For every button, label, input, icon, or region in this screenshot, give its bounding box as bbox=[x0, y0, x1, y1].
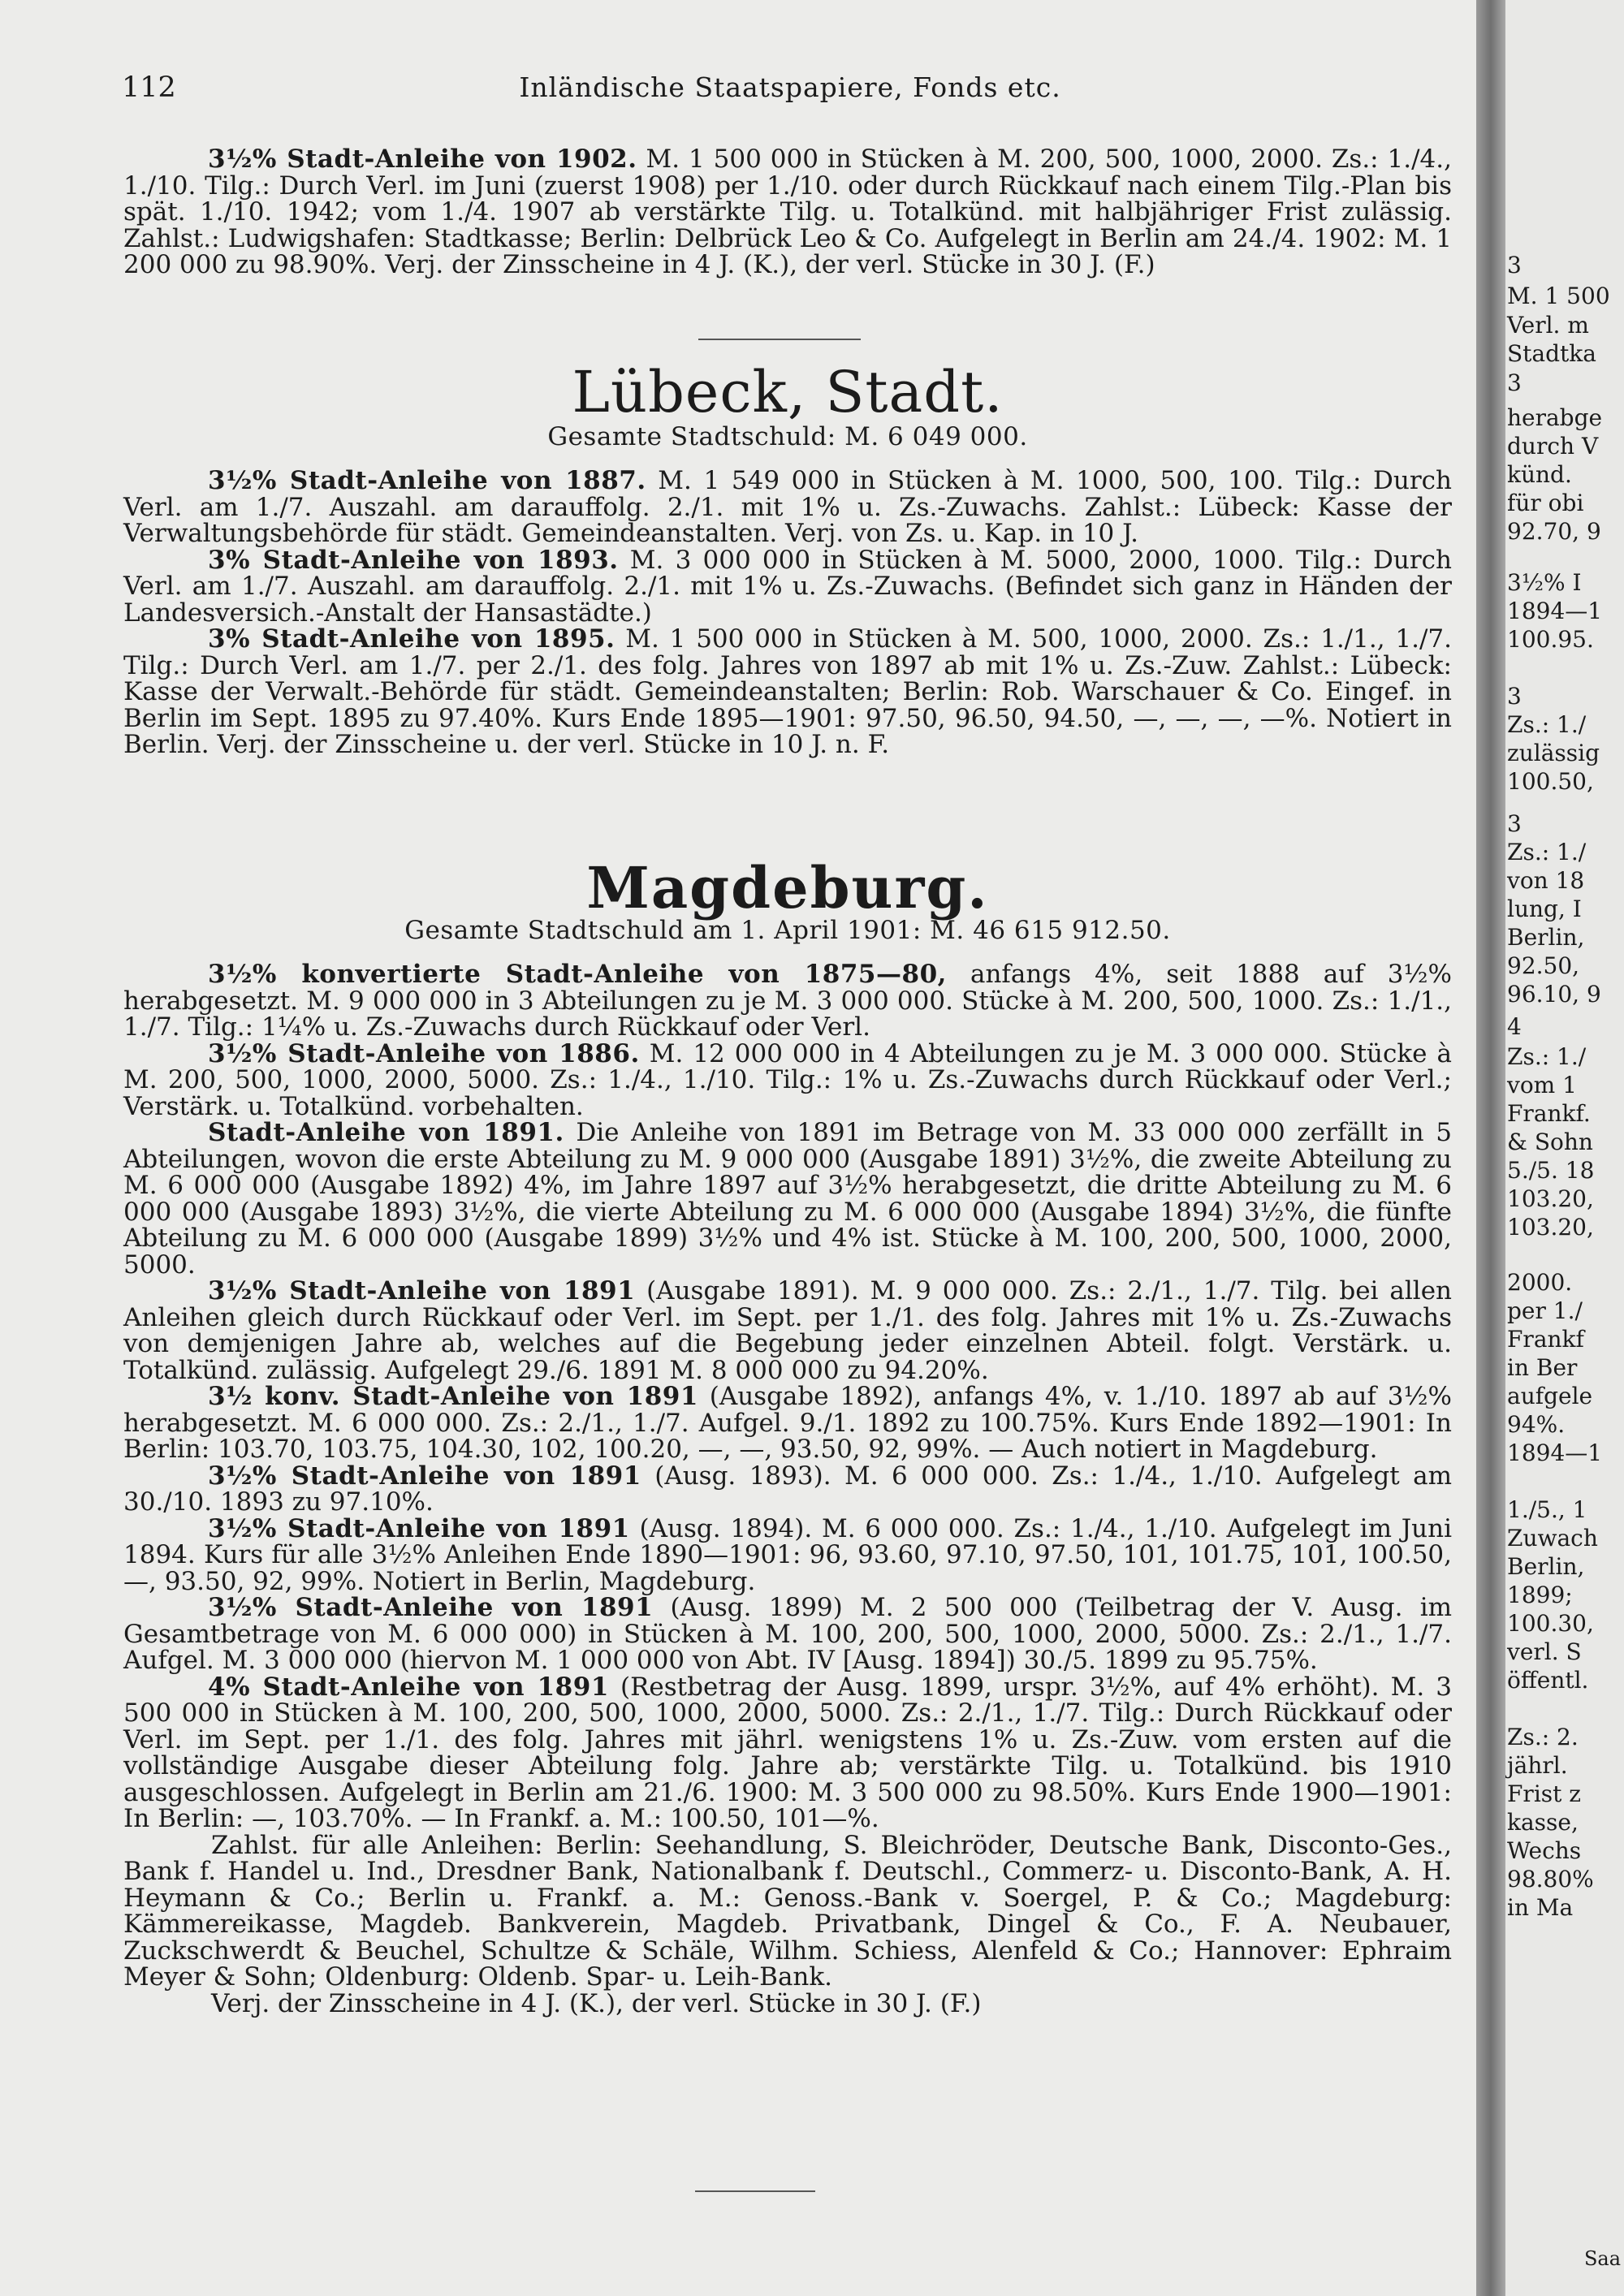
entry-heading: Stadt-Anleihe von 1891. bbox=[208, 1118, 564, 1147]
adjacent-page-fragment: 3 bbox=[1507, 252, 1522, 278]
adjacent-page-fragment: Zs.: 1./ bbox=[1507, 1043, 1587, 1070]
entry-paragraph bbox=[123, 961, 1452, 1041]
adjacent-page-fragment: kasse, bbox=[1507, 1809, 1579, 1836]
adjacent-page-fragment: verl. S bbox=[1507, 1638, 1582, 1665]
page-header bbox=[122, 71, 1458, 112]
adjacent-page-fragment: 3 bbox=[1507, 369, 1522, 396]
entry-text: M. 1 500 000 in Stücken à M. 200, 500, 1000, 2000. Zs.: 1./4., 1./10. Tilg.: Durch Verl. im Juni (zuerst 1908) per 1./10. oder durch Rückkauf nach einem Tilg.-Plan bis spät. 1./10. 1942; vom 1./4. 1907 ab verstärkte Tilg. u. Totalkünd. mit halbjähriger Frist zulässig. Zahlst.: Ludwigshafen: Stadtkasse; Berlin: Delbrück Leo & Co. Aufgelegt in Berlin am 24./4. 1902: M. 1 200 000 zu 98.90%. Verj. der Zinsscheine in 4 J. (K.), der verl. Stücke in 30 J. (F.) bbox=[123, 145, 1452, 279]
adjacent-page-fragment: Wechs bbox=[1507, 1837, 1582, 1864]
end-divider bbox=[695, 2190, 815, 2192]
entry-heading: 3½% konvertierte Stadt-Anleihe von 1875—80, bbox=[208, 960, 947, 989]
city-title-magdeburg: Magdeburg. bbox=[586, 854, 989, 921]
adjacent-page-fragment: 96.10, 9 bbox=[1507, 981, 1601, 1008]
entry-text: (Ausgabe 1891). M. 9 000 000. Zs.: 2./1., 1./7. Tilg. bei allen Anleihen gleich durch Rückkauf oder Verl. im Sept. per 1./1. des folg. Jahres mit 1% u. Zs.-Zuwachs von demjenigen Jahre ab, welches auf die Begebung jeder einzelnen Abteil. folgt. Verstärk. u. Totalkünd. zulässig. Aufgelegt 29./6. 1891 M. 8 000 000 zu 94.20%. bbox=[123, 1276, 1453, 1385]
entry-text: M. 1 500 000 in Stücken à M. 500, 1000, 2000. Zs.: 1./1., 1./7. Tilg.: Durch Verl. am 1./7. per 2./1. des folg. Jahres von 1897 ab mit 1% u. Zs.-Zuw. Zahlst.: Lübeck: Kasse der Verwalt.-Behörde für städt. Gemeindeanstalten; Berlin: Rob. Warschauer & Co. Eingef. in Berlin im Sept. 1895 zu 97.40%. Kurs Ende 1895—1901: 97.50, 96.50, 94.50, —, —, —, —%. Notiert in Berlin. Verj. der Zinsscheine u. der verl. Stücke in 10 J. n. F. bbox=[123, 624, 1452, 759]
adjacent-page-fragment: 1894—1 bbox=[1507, 1439, 1603, 1466]
adjacent-page-fragment: 3 bbox=[1507, 810, 1522, 837]
adjacent-page-fragment: öffentl. bbox=[1507, 1667, 1589, 1694]
adjacent-page-fragment: Berlin, bbox=[1507, 924, 1585, 951]
entry-text: (Ausgabe 1892), anfangs 4%, v. 1./10. 1897 ab auf 3½% herabgesetzt. M. 6 000 000. Zs.: 2./1., 1./7. Aufgel. 9./1. 1892 zu 100.75%. Kurs Ende 1892—1901: In Berlin: 103.70, 103.75, 104.30, 102, 100.20, —, —, 93.50, 92, 99%. — Auch notiert in Magdeburg. bbox=[123, 1382, 1452, 1464]
adjacent-page-fragment: durch V bbox=[1507, 433, 1599, 460]
entry-text: Die Anleihe von 1891 im Betrage von M. 33 000 000 zerfällt in 5 Abteilungen, wovon die erste Abteilung zu M. 9 000 000 (Ausgabe 1891) 3½%, die zweite Abteilung zu M. 6 000 000 (Ausgabe 1892) 4%, im Jahre 1897 auf 3½% herabgesetzt, die dritte Abteilung zu M. 6 000 000 (Ausgabe 1893) 3½%, die vierte Abteilung zu M. 6 000 000 (Ausgabe 1894) 3½%, die fünfte Abteilung zu M. 6 000 000 (Ausgabe 1899) 3½% und 4% ist. Stücke à M. 100, 200, 500, 1000, 2000, 5000. bbox=[123, 1118, 1452, 1280]
adjacent-page-fragment: Zs.: 2. bbox=[1507, 1724, 1579, 1750]
total-debt-luebeck: Gesamte Stadtschuld: M. 6 049 000. bbox=[547, 422, 1028, 451]
adjacent-page-fragment: jährl. bbox=[1507, 1752, 1568, 1779]
entry-paragraph bbox=[123, 1463, 1452, 1516]
entry-text: anfangs 4%, seit 1888 auf 3½% herabgesetzt. M. 9 000 000 in 3 Abteilungen zu je M. 3 000 000. Stücke à M. 200, 500, 1000. Zs.: 1./1., 1./7. Tilg.: 1¼% u. Zs.-Zuwachs durch Rückkauf oder Verl. bbox=[123, 960, 1452, 1042]
entry-heading: 3½% Stadt-Anleihe von 1891 bbox=[208, 1593, 654, 1622]
page-gutter bbox=[1476, 0, 1505, 2296]
adjacent-page-fragment: Berlin, bbox=[1507, 1553, 1585, 1580]
entries-magdeburg bbox=[123, 961, 1452, 2017]
page-number: 112 bbox=[122, 71, 176, 104]
entry-paragraph bbox=[123, 1832, 1452, 1991]
adjacent-page-fragment: 92.70, 9 bbox=[1507, 518, 1601, 545]
adjacent-page-fragment: 103.20, bbox=[1507, 1214, 1594, 1241]
adjacent-page-fragment: 1894—1 bbox=[1507, 598, 1603, 624]
section-divider bbox=[698, 339, 861, 340]
adjacent-page-fragment: Frankf bbox=[1507, 1326, 1584, 1353]
entry-text: (Restbetrag der Ausg. 1899, urspr. 3½%, auf 4% erhöht). M. 3 500 000 in Stücken à M. 100, 200, 500, 1000, 2000, 5000. Zs.: 2./1., 1./7. Tilg.: Durch Rückkauf oder Verl. im Sept. per 1./1. des folg. Jahres mit jährl. wenigstens 1% u. Zs.-Zuw. vom ersten auf die vollständige Ausgabe dieser Abteilung folg. Jahre ab; verstärkte Tilg. u. Totalkünd. bis 1910 ausgeschlossen. Aufgelegt in Berlin am 21./6. 1900: M. 3 500 000 zu 98.50%. Kurs Ende 1900—1901: In Berlin: —, 103.70%. — In Frankf. a. M.: 100.50, 101—%. bbox=[123, 1672, 1452, 1833]
adjacent-page-edge bbox=[1505, 0, 1624, 2296]
entry-text: M. 12 000 000 in 4 Abteilungen zu je M. 3 000 000. Stücke à M. 200, 500, 1000, 2000, 5000. Zs.: 1./4., 1./10. Tilg.: 1% u. Zs.-Zuwachs durch Rückkauf oder Verl.; Verstärk. u. Totalkünd. vorbehalten. bbox=[123, 1038, 1452, 1121]
entry-heading: 4% Stadt-Anleihe von 1891 bbox=[208, 1672, 609, 1702]
entry-paragraph bbox=[123, 1120, 1452, 1278]
entry-heading: 3% Stadt-Anleihe von 1893. bbox=[208, 545, 619, 575]
entry-paragraph bbox=[123, 1278, 1452, 1383]
adjacent-page-fragment: Verl. m bbox=[1507, 312, 1589, 339]
city-title-luebeck: Lübeck, Stadt. bbox=[572, 359, 1004, 425]
adjacent-page-fragment: 100.50, bbox=[1507, 768, 1594, 795]
adjacent-page-fragment: 1899; bbox=[1507, 1582, 1573, 1608]
adjacent-page-fragment: 1./5., 1 bbox=[1507, 1496, 1587, 1523]
entry-heading: 3½% Stadt-Anleihe von 1902. bbox=[208, 145, 637, 174]
running-title: Inländische Staatspapiere, Fonds etc. bbox=[519, 71, 1061, 103]
entry-text: M. 3 000 000 in Stücken à M. 5000, 2000, 1000. Tilg.: Durch Verl. am 1./7. Auszahl. am darauffolg. 2./1. mit 1% u. Zs.-Zuwachs. (Befindet sich ganz in Händen der Landesversich.-Anstalt der Hansastädte.) bbox=[123, 545, 1452, 628]
adjacent-page-fragment: 103.20, bbox=[1507, 1185, 1594, 1212]
adjacent-page-corner-text: Saa bbox=[1583, 2247, 1621, 2270]
adjacent-page-fragment: 100.30, bbox=[1507, 1610, 1594, 1637]
entry-paragraph bbox=[123, 1038, 1452, 1121]
entry-heading: 3½ konv. Stadt-Anleihe von 1891 bbox=[208, 1382, 698, 1411]
adjacent-page-fragment: Zs.: 1./ bbox=[1507, 711, 1587, 738]
entry-heading: 3½% Stadt-Anleihe von 1887. bbox=[208, 466, 646, 495]
adjacent-page-fragment: vom 1 bbox=[1507, 1072, 1577, 1098]
entry-text: (Ausg. 1899) M. 2 500 000 (Teilbetrag der V. Ausg. im Gesamtbetrage von M. 6 000 000) in Stücken à M. 100, 200, 500, 1000, 2000, 5000. Zs.: 2./1., 1./7. Aufgel. M. 3 000 000 (hiervon M. 1 000 000 von Abt. IV [Ausg. 1894]) 30./5. 1899 zu 95.75%. bbox=[123, 1593, 1452, 1675]
adjacent-page-fragment: zulässig bbox=[1507, 740, 1600, 766]
entry-paragraph bbox=[123, 1674, 1452, 1832]
entry-text: (Ausg. 1893). M. 6 000 000. Zs.: 1./4., 1./10. Aufgelegt am 30./10. 1893 zu 97.10%. bbox=[123, 1461, 1452, 1517]
entry-paragraph bbox=[123, 1988, 1452, 2018]
adjacent-page-fragment: 100.95. bbox=[1507, 626, 1594, 653]
adjacent-page-fragment: Frankf. bbox=[1507, 1100, 1591, 1127]
adjacent-page-fragment: für obi bbox=[1507, 490, 1584, 516]
adjacent-page-fragment: Zs.: 1./ bbox=[1507, 839, 1587, 865]
adjacent-page-fragment: 2000. bbox=[1507, 1269, 1573, 1296]
adjacent-page-fragment: 94%. bbox=[1507, 1411, 1566, 1438]
entry-paragraph bbox=[123, 468, 1452, 547]
adjacent-page-fragment: M. 1 500 bbox=[1507, 283, 1610, 309]
entry-text: Verj. der Zinsscheine in 4 J. (K.), der verl. Stücke in 30 J. (F.) bbox=[211, 1988, 982, 2018]
entry-text: Zahlst. für alle Anleihen: Berlin: Seehandlung, S. Bleichröder, Deutsche Bank, Disconto-Ges., Bank f. Handel u. Ind., Dresdner Bank, Nationalbank f. Deutschl., Commerz- u. Disconto-Bank, A. H. Heymann & Co.; Berlin u. Frankf. a. M.: Genoss.-Bank v. Soergel, P. & Co.; Magdeburg: Kämmereikasse, Magdeb. Bankverein, Magdeb. Privatbank, Dingel & Co., F. A. Neubauer, Zuckschwerdt & Beuchel, Schultze & Schäle, Wilhm. Schiess, Alenfeld & Co.; Hannover: Ephraim Meyer & Sohn; Oldenburg: Oldenb. Spar- u. Leih-Bank. bbox=[123, 1830, 1452, 1992]
adjacent-page-fragment: herabge bbox=[1507, 404, 1603, 431]
entries-luebeck bbox=[123, 468, 1452, 758]
entry-paragraph bbox=[123, 626, 1452, 758]
adjacent-page-fragment: per 1./ bbox=[1507, 1297, 1583, 1324]
entry-heading: 3½% Stadt-Anleihe von 1886. bbox=[208, 1038, 640, 1068]
adjacent-page-fragment: Frist z bbox=[1507, 1780, 1582, 1807]
adjacent-page-fragment: 98.80% bbox=[1507, 1866, 1594, 1892]
adjacent-page-fragment: künd. bbox=[1507, 461, 1572, 488]
adjacent-page-fragment: Stadtka bbox=[1507, 340, 1596, 367]
entry-heading: 3½% Stadt-Anleihe von 1891 bbox=[208, 1513, 630, 1543]
entry-heading: 3% Stadt-Anleihe von 1895. bbox=[208, 624, 615, 654]
entry-text: M. 1 549 000 in Stücken à M. 1000, 500, 100. Tilg.: Durch Verl. am 1./7. Auszahl. am darauffolg. 2./1. mit 1% u. Zs.-Zuwachs. Zahlst.: Lübeck: Kasse der Verwaltungsbehörde für städt. Gemeindeanstalten. Verj. von Zs. u. Kap. in 10 J. bbox=[123, 466, 1452, 548]
entry-paragraph bbox=[123, 1513, 1453, 1596]
adjacent-page-fragment: aufgele bbox=[1507, 1383, 1593, 1409]
adjacent-page-fragment: & Sohn bbox=[1507, 1129, 1593, 1155]
total-debt-magdeburg: Gesamte Stadtschuld am 1. April 1901: M. 46 615 912.50. bbox=[404, 916, 1171, 945]
adjacent-page-fragment: 92.50, bbox=[1507, 952, 1580, 979]
entry-text: (Ausg. 1894). M. 6 000 000. Zs.: 1./4., 1./10. Aufgelegt im Juni 1894. Kurs für alle 3½% Anleihen Ende 1890—1901: 96, 93.60, 97.10, 97.50, 101, 101.75, 101, 100.50, —, 93.50, 92, 99%. Notiert in Berlin, Magdeburg. bbox=[123, 1513, 1453, 1596]
entry-paragraph bbox=[123, 146, 1452, 278]
entries-ludwigshafen bbox=[123, 146, 1452, 278]
entry-heading: 3½% Stadt-Anleihe von 1891 bbox=[208, 1276, 636, 1306]
adjacent-page-fragment: in Ber bbox=[1507, 1354, 1578, 1381]
adjacent-page-fragment: 3½% I bbox=[1507, 569, 1582, 596]
adjacent-page-fragment: 3 bbox=[1507, 683, 1522, 710]
entry-paragraph bbox=[123, 1383, 1452, 1463]
adjacent-page-fragment: 5./5. 18 bbox=[1507, 1157, 1595, 1184]
entry-heading: 3½% Stadt-Anleihe von 1891 bbox=[208, 1461, 641, 1491]
adjacent-page-fragment: von 18 bbox=[1507, 867, 1585, 894]
entry-paragraph bbox=[123, 1595, 1452, 1674]
adjacent-page-fragment: Zuwach bbox=[1507, 1525, 1598, 1552]
adjacent-page-fragment: 4 bbox=[1507, 1013, 1522, 1040]
entry-paragraph bbox=[123, 547, 1452, 627]
adjacent-page-fragment: in Ma bbox=[1507, 1894, 1574, 1921]
adjacent-page-fragment: lung, I bbox=[1507, 896, 1582, 922]
